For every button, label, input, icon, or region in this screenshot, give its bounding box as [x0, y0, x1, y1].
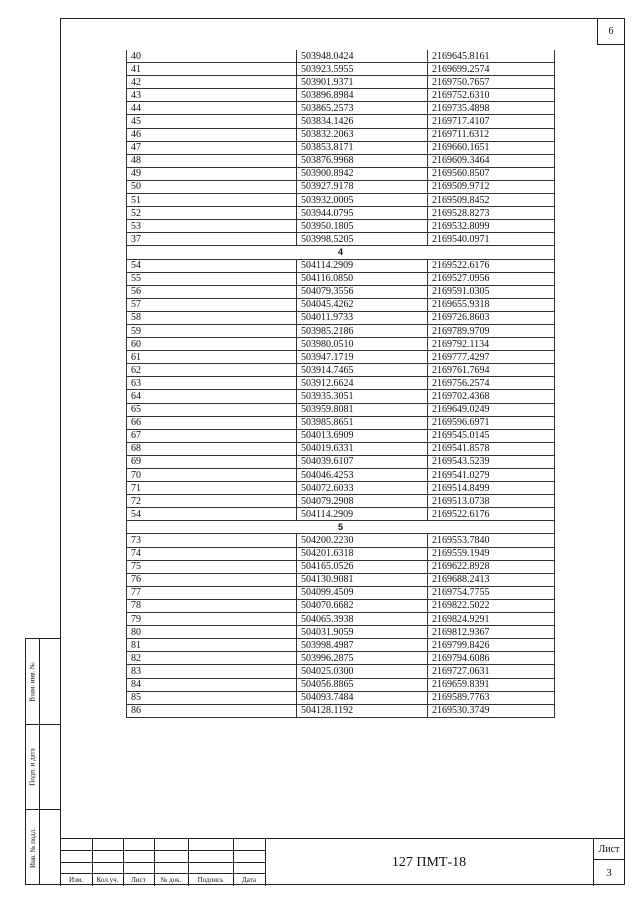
x-coordinate-cell: 503935.3051 [297, 390, 428, 403]
x-coordinate-cell: 503944.0795 [297, 207, 428, 220]
x-coordinate-cell: 504072.6033 [297, 482, 428, 495]
table-row [127, 220, 555, 233]
y-coordinate-cell: 2169726.8603 [428, 311, 555, 324]
x-coordinate-cell: 503876.9968 [297, 154, 428, 167]
table-row [127, 324, 555, 337]
x-coordinate-cell: 504079.3556 [297, 285, 428, 298]
table-row [127, 455, 555, 468]
x-coordinate-cell: 503996.2875 [297, 652, 428, 665]
point-number-cell: 57 [127, 298, 297, 311]
y-coordinate-cell: 2169522.6176 [428, 508, 555, 521]
table-row [127, 560, 555, 573]
y-coordinate-cell: 2169522.6176 [428, 259, 555, 272]
table-row [127, 678, 555, 691]
point-number-cell: 50 [127, 180, 297, 193]
y-coordinate-cell: 2169750.7657 [428, 76, 555, 89]
y-coordinate-cell: 2169688.2413 [428, 573, 555, 586]
point-number-cell: 75 [127, 560, 297, 573]
table-row [127, 259, 555, 272]
y-coordinate-cell: 2169509.9712 [428, 180, 555, 193]
point-number-cell: 78 [127, 599, 297, 612]
title-block [60, 838, 625, 886]
point-number-cell: 63 [127, 377, 297, 390]
point-number-cell: 55 [127, 272, 297, 285]
point-number-cell: 47 [127, 141, 297, 154]
point-number-cell: 45 [127, 115, 297, 128]
table-row [127, 89, 555, 102]
x-coordinate-cell: 504093.7484 [297, 691, 428, 704]
y-coordinate-cell: 2169794.6086 [428, 652, 555, 665]
point-number-cell: 53 [127, 220, 297, 233]
table-row [127, 652, 555, 665]
x-coordinate-cell: 503832.2063 [297, 128, 428, 141]
y-coordinate-cell: 2169727.0631 [428, 665, 555, 678]
table-row [127, 482, 555, 495]
point-number-cell: 76 [127, 573, 297, 586]
y-coordinate-cell: 2169752.6310 [428, 89, 555, 102]
table-row [127, 167, 555, 180]
x-coordinate-cell: 503923.5955 [297, 63, 428, 76]
x-coordinate-cell: 503932.0005 [297, 194, 428, 207]
y-coordinate-cell: 2169777.4297 [428, 351, 555, 364]
point-number-cell: 40 [127, 50, 297, 63]
point-number-cell: 56 [127, 285, 297, 298]
label-signature: Подпись [197, 876, 224, 884]
table-row [127, 547, 555, 560]
point-number-cell: 60 [127, 338, 297, 351]
table-row [127, 364, 555, 377]
y-coordinate-cell: 2169541.8578 [428, 442, 555, 455]
x-coordinate-cell: 504070.6682 [297, 599, 428, 612]
y-coordinate-cell: 2169649.0249 [428, 403, 555, 416]
point-number-cell: 66 [127, 416, 297, 429]
table-row [127, 207, 555, 220]
y-coordinate-cell: 2169660.1651 [428, 141, 555, 154]
group-number: 5 [127, 521, 555, 534]
label-list: Лист [131, 876, 146, 884]
table-row [127, 63, 555, 76]
x-coordinate-cell: 503901.9371 [297, 76, 428, 89]
x-coordinate-cell: 504013.6909 [297, 429, 428, 442]
table-row [127, 285, 555, 298]
y-coordinate-cell: 2169789.9709 [428, 324, 555, 337]
x-coordinate-cell: 503853.8171 [297, 141, 428, 154]
point-number-cell: 62 [127, 364, 297, 377]
point-number-cell: 72 [127, 495, 297, 508]
point-number-cell: 58 [127, 311, 297, 324]
table-row [127, 508, 555, 521]
y-coordinate-cell: 2169596.6971 [428, 416, 555, 429]
x-coordinate-cell: 503865.2573 [297, 102, 428, 115]
table-row [127, 665, 555, 678]
x-coordinate-cell: 504011.9733 [297, 311, 428, 324]
x-coordinate-cell: 503985.8651 [297, 416, 428, 429]
point-number-cell: 54 [127, 508, 297, 521]
table-row [127, 442, 555, 455]
y-coordinate-cell: 2169509.8452 [428, 194, 555, 207]
table-row [127, 180, 555, 193]
sheet-number: 3 [606, 867, 612, 879]
point-number-cell: 71 [127, 482, 297, 495]
point-number-cell: 70 [127, 469, 297, 482]
x-coordinate-cell: 504200.2230 [297, 534, 428, 547]
y-coordinate-cell: 2169756.2574 [428, 377, 555, 390]
point-number-cell: 86 [127, 704, 297, 717]
x-coordinate-cell: 504114.2909 [297, 508, 428, 521]
point-number-cell: 80 [127, 626, 297, 639]
point-number-cell: 46 [127, 128, 297, 141]
y-coordinate-cell: 2169589.7763 [428, 691, 555, 704]
table-row [127, 704, 555, 717]
table-row [127, 272, 555, 285]
y-coordinate-cell: 2169812.9367 [428, 626, 555, 639]
point-number-cell: 64 [127, 390, 297, 403]
table-row [127, 691, 555, 704]
table-row [127, 233, 555, 246]
y-coordinate-cell: 2169711.6312 [428, 128, 555, 141]
y-coordinate-cell: 2169702.4368 [428, 390, 555, 403]
y-coordinate-cell: 2169514.8499 [428, 482, 555, 495]
x-coordinate-cell: 503914.7465 [297, 364, 428, 377]
x-coordinate-cell: 503998.4987 [297, 639, 428, 652]
point-number-cell: 85 [127, 691, 297, 704]
point-number-cell: 68 [127, 442, 297, 455]
x-coordinate-cell: 504046.4253 [297, 469, 428, 482]
x-coordinate-cell: 504114.2909 [297, 259, 428, 272]
table-row [127, 338, 555, 351]
coordinates-table [126, 50, 555, 718]
x-coordinate-cell: 504039.6107 [297, 455, 428, 468]
point-number-cell: 41 [127, 63, 297, 76]
y-coordinate-cell: 2169699.2574 [428, 63, 555, 76]
point-number-cell: 44 [127, 102, 297, 115]
y-coordinate-cell: 2169541.0279 [428, 469, 555, 482]
x-coordinate-cell: 503834.1426 [297, 115, 428, 128]
table-row [127, 351, 555, 364]
side-label-inv-original: Инв. № подл. [28, 827, 37, 868]
x-coordinate-cell: 504065.3938 [297, 613, 428, 626]
y-coordinate-cell: 2169761.7694 [428, 364, 555, 377]
point-number-cell: 81 [127, 639, 297, 652]
y-coordinate-cell: 2169532.8099 [428, 220, 555, 233]
x-coordinate-cell: 503980.0510 [297, 338, 428, 351]
point-number-cell: 84 [127, 678, 297, 691]
x-coordinate-cell: 503950.1805 [297, 220, 428, 233]
table-row [127, 102, 555, 115]
table-row [127, 586, 555, 599]
x-coordinate-cell: 503959.8081 [297, 403, 428, 416]
y-coordinate-cell: 2169754.7755 [428, 586, 555, 599]
table-row [127, 298, 555, 311]
y-coordinate-cell: 2169822.5022 [428, 599, 555, 612]
point-number-cell: 51 [127, 194, 297, 207]
table-row [127, 639, 555, 652]
x-coordinate-cell: 504056.8865 [297, 678, 428, 691]
x-coordinate-cell: 504019.6331 [297, 442, 428, 455]
y-coordinate-cell: 2169799.8426 [428, 639, 555, 652]
point-number-cell: 74 [127, 547, 297, 560]
point-number-cell: 42 [127, 76, 297, 89]
point-number-cell: 43 [127, 89, 297, 102]
table-row [127, 403, 555, 416]
side-label-sign-date: Подп. и дата [28, 747, 37, 786]
table-row [127, 377, 555, 390]
side-label-replace-inv: Взам. инв. № [28, 661, 37, 702]
x-coordinate-cell: 504116.0850 [297, 272, 428, 285]
y-coordinate-cell: 2169560.8507 [428, 167, 555, 180]
y-coordinate-cell: 2169735.4898 [428, 102, 555, 115]
y-coordinate-cell: 2169659.8391 [428, 678, 555, 691]
y-coordinate-cell: 2169824.9291 [428, 613, 555, 626]
group-header-row [127, 246, 555, 259]
x-coordinate-cell: 504025.0300 [297, 665, 428, 678]
label-izm: Изм. [69, 876, 83, 884]
corner-page-number: 6 [597, 18, 625, 45]
point-number-cell: 77 [127, 586, 297, 599]
y-coordinate-cell: 2169609.3464 [428, 154, 555, 167]
point-number-cell: 48 [127, 154, 297, 167]
table-row [127, 311, 555, 324]
y-coordinate-cell: 2169645.8161 [428, 50, 555, 63]
y-coordinate-cell: 2169559.1949 [428, 547, 555, 560]
y-coordinate-cell: 2169553.7840 [428, 534, 555, 547]
point-number-cell: 69 [127, 455, 297, 468]
point-number-cell: 59 [127, 324, 297, 337]
table-row [127, 416, 555, 429]
y-coordinate-cell: 2169540.0971 [428, 233, 555, 246]
y-coordinate-cell: 2169545.0145 [428, 429, 555, 442]
x-coordinate-cell: 504099.4509 [297, 586, 428, 599]
x-coordinate-cell: 504130.9081 [297, 573, 428, 586]
point-number-cell: 79 [127, 613, 297, 626]
x-coordinate-cell: 504128.1192 [297, 704, 428, 717]
x-coordinate-cell: 504045.4262 [297, 298, 428, 311]
table-row [127, 429, 555, 442]
point-number-cell: 54 [127, 259, 297, 272]
point-number-cell: 65 [127, 403, 297, 416]
table-row [127, 115, 555, 128]
table-row [127, 76, 555, 89]
x-coordinate-cell: 504201.6318 [297, 547, 428, 560]
point-number-cell: 67 [127, 429, 297, 442]
table-row [127, 626, 555, 639]
y-coordinate-cell: 2169527.0956 [428, 272, 555, 285]
table-row [127, 128, 555, 141]
y-coordinate-cell: 2169655.9318 [428, 298, 555, 311]
side-stamp [25, 638, 60, 885]
point-number-cell: 49 [127, 167, 297, 180]
group-header-row [127, 521, 555, 534]
x-coordinate-cell: 503947.1719 [297, 351, 428, 364]
x-coordinate-cell: 503998.5205 [297, 233, 428, 246]
document-code: 127 ПМТ-18 [391, 854, 467, 870]
table-row [127, 599, 555, 612]
label-kol-uch: Кол.уч. [96, 876, 119, 884]
y-coordinate-cell: 2169622.8928 [428, 560, 555, 573]
x-coordinate-cell: 503948.0424 [297, 50, 428, 63]
x-coordinate-cell: 503985.2186 [297, 324, 428, 337]
x-coordinate-cell: 503900.8942 [297, 167, 428, 180]
label-doc-no: № док. [160, 876, 182, 884]
group-number: 4 [127, 246, 555, 259]
x-coordinate-cell: 503896.8984 [297, 89, 428, 102]
point-number-cell: 82 [127, 652, 297, 665]
table-row [127, 469, 555, 482]
x-coordinate-cell: 503912.6624 [297, 377, 428, 390]
point-number-cell: 83 [127, 665, 297, 678]
table-row [127, 50, 555, 63]
table-row [127, 495, 555, 508]
x-coordinate-cell: 503927.9178 [297, 180, 428, 193]
y-coordinate-cell: 2169530.3749 [428, 704, 555, 717]
point-number-cell: 61 [127, 351, 297, 364]
y-coordinate-cell: 2169528.8273 [428, 207, 555, 220]
y-coordinate-cell: 2169792.1134 [428, 338, 555, 351]
y-coordinate-cell: 2169543.5239 [428, 455, 555, 468]
table-row [127, 154, 555, 167]
x-coordinate-cell: 504079.2908 [297, 495, 428, 508]
point-number-cell: 73 [127, 534, 297, 547]
label-date: Дата [242, 876, 256, 884]
y-coordinate-cell: 2169513.0738 [428, 495, 555, 508]
y-coordinate-cell: 2169717.4107 [428, 115, 555, 128]
x-coordinate-cell: 504031.9059 [297, 626, 428, 639]
table-row [127, 141, 555, 154]
point-number-cell: 52 [127, 207, 297, 220]
sheet-label: Лист [598, 844, 620, 855]
table-row [127, 534, 555, 547]
table-row [127, 390, 555, 403]
point-number-cell: 37 [127, 233, 297, 246]
table-row [127, 194, 555, 207]
x-coordinate-cell: 504165.0526 [297, 560, 428, 573]
table-row [127, 613, 555, 626]
y-coordinate-cell: 2169591.0305 [428, 285, 555, 298]
table-row [127, 573, 555, 586]
